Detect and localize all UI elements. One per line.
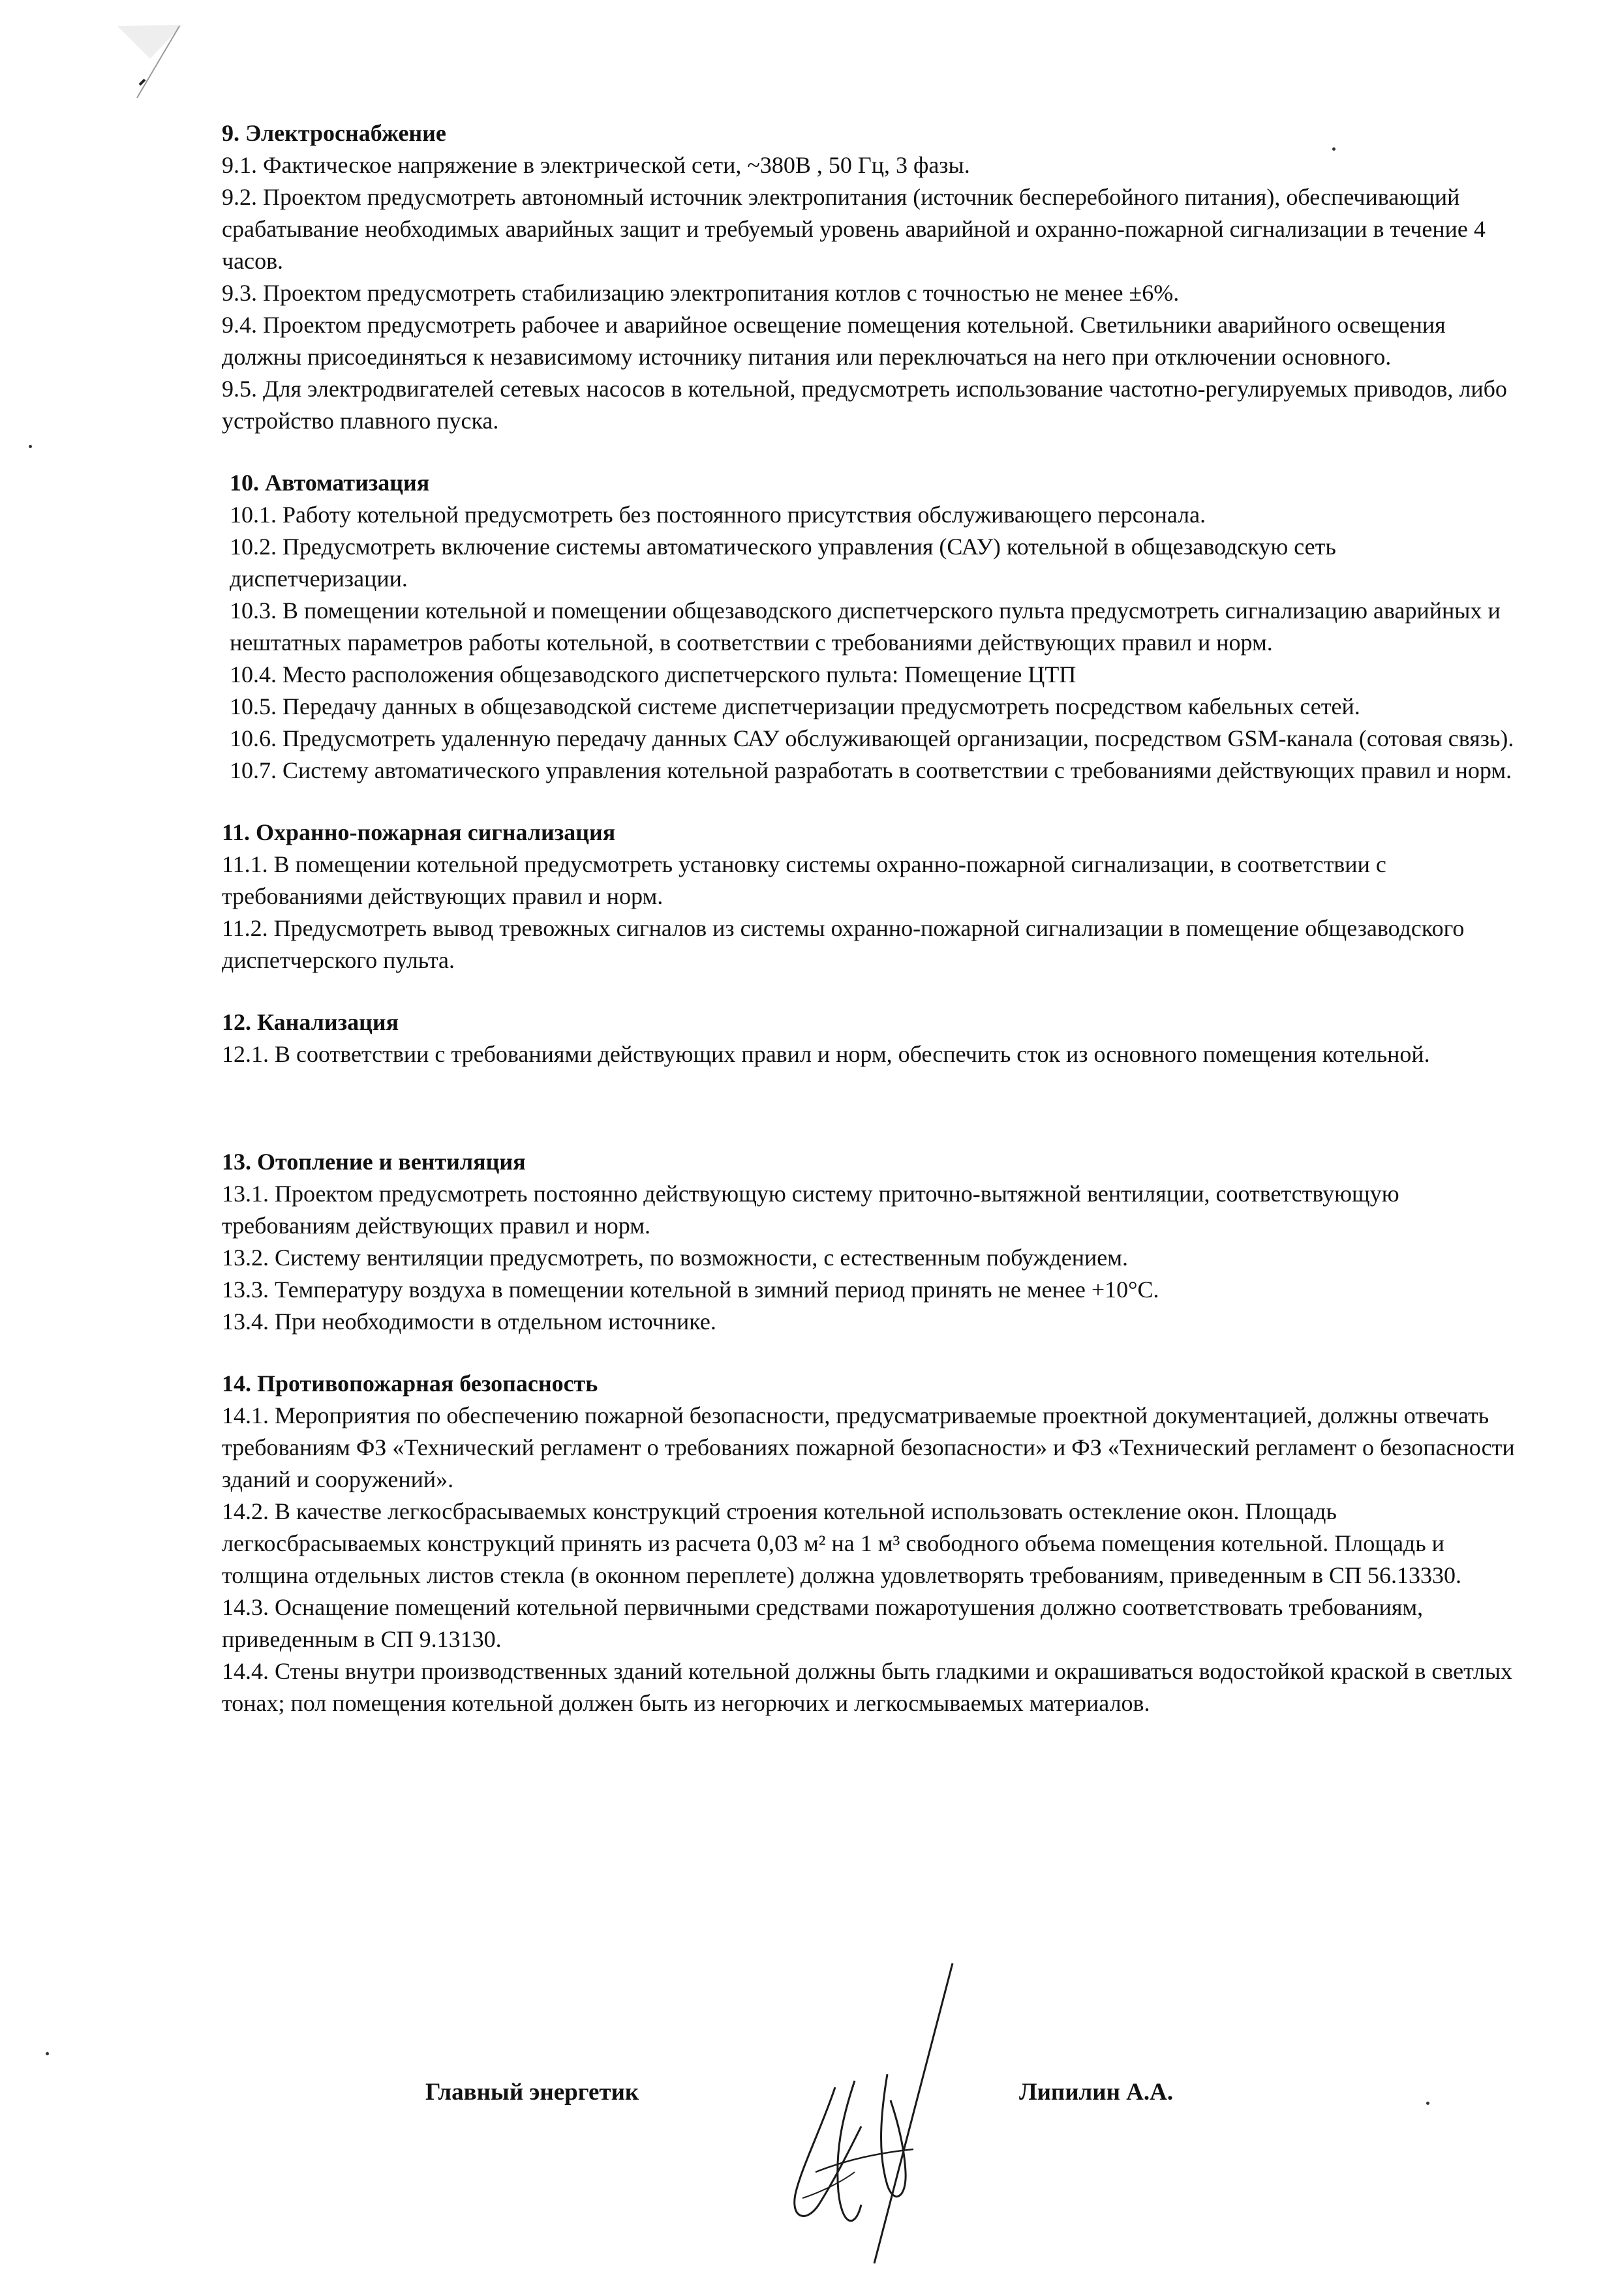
signature-block <box>0 2074 1618 2270</box>
clause-13-3: 13.3. Температуру воздуха в помещении котельной в зимний период принять не менее +10°С. <box>222 1276 1159 1303</box>
clause-13-2: 13.2. Систему вентиляции предусмотреть, по возможности, с естественным побуждением. <box>222 1245 1129 1271</box>
section-title: 12. Канализация <box>222 1009 399 1035</box>
document-body <box>222 117 1517 1749</box>
clause-11-2: 11.2. Предусмотреть вывод тревожных сигналов из системы охранно-пожарной сигнализации в помещение общезаводского диспетчерского пульта. <box>222 915 1465 973</box>
handwritten-signature <box>757 1957 992 2270</box>
section-title: 10. Автоматизация <box>230 470 430 496</box>
section-fire-safety <box>222 1368 1517 1719</box>
clause-14-1: 14.1. Мероприятия по обеспечению пожарной безопасности, предусматриваемые проектной документацией, должны отвечать требованиям ФЗ «Технический регламент о требованиях пожарной безопасности» и ФЗ «Технический регламент о безопасности зданий и сооружений». <box>222 1402 1515 1492</box>
clause-10-4: 10.4. Место расположения общезаводского диспетчерского пульта: Помещение ЦТП <box>230 661 1076 687</box>
section-security-fire-alarm <box>222 817 1517 976</box>
section-sewerage <box>222 1006 1517 1070</box>
clause-11-1: 11.1. В помещении котельной предусмотреть установку системы охранно-пожарной сигнализации, в соответствии с требованиями действующих правил и норм. <box>222 851 1386 909</box>
signer-position: Главный энергетик <box>425 2079 639 2106</box>
clause-9-2: 9.2. Проектом предусмотреть автономный источник электропитания (источник бесперебойного питания), обеспечивающий срабатывание необходимых аварийных защит и требуемый уровень аварийной и охранно-пожарной сигнализации в течение 4 часов. <box>222 184 1486 274</box>
clause-9-3: 9.3. Проектом предусмотреть стабилизацию электропитания котлов с точностью не менее ±6%. <box>222 280 1180 306</box>
scan-dot <box>29 445 32 448</box>
scan-artifact <box>111 20 189 104</box>
clause-14-4: 14.4. Стены внутри производственных зданий котельной должны быть гладкими и окрашиваться водостойкой краской в светлых тонах; пол помещения котельной должен быть из негорючих и легкосмываемых материалов. <box>222 1658 1513 1716</box>
clause-10-6: 10.6. Предусмотреть удаленную передачу данных САУ обслуживающей организации, посредством GSM-канала (сотовая связь). <box>230 725 1514 751</box>
clause-10-7: 10.7. Систему автоматического управления котельной разработать в соответствии с требованиями действующих правил и норм. <box>230 757 1512 783</box>
scan-dot <box>46 2052 49 2055</box>
clause-14-3: 14.3. Оснащение помещений котельной первичными средствами пожаротушения должно соответствовать требованиям, приведенным в СП 9.13130. <box>222 1594 1424 1652</box>
clause-9-4: 9.4. Проектом предусмотреть рабочее и аварийное освещение помещения котельной. Светильники аварийного освещения должны присоединяться к независимому источнику питания или переключаться на него при отключении основного. <box>222 312 1446 370</box>
section-heating-ventilation <box>222 1146 1517 1338</box>
clause-14-2: 14.2. В качестве легкосбрасываемых конструкций строения котельной использовать остекление окон. Площадь легкосбрасываемых конструкций принять из расчета 0,03 м² на 1 м³ свободного объема помещения котельной. Площадь и толщина отдельных листов стекла (в оконном переплете) должна удовлетворять требованиям, приведенным в СП 56.13330. <box>222 1498 1461 1588</box>
clause-12-1: 12.1. В соответствии с требованиями действующих правил и норм, обеспечить сток из основного помещения котельной. <box>222 1041 1430 1067</box>
section-power-supply <box>222 117 1517 437</box>
signer-name: Липилин А.А. <box>1019 2079 1174 2106</box>
section-title: 13. Отопление и вентиляция <box>222 1149 526 1175</box>
clause-10-2: 10.2. Предусмотреть включение системы автоматического управления (САУ) котельной в общезаводскую сеть диспетчеризации. <box>230 534 1336 592</box>
clause-10-3: 10.3. В помещении котельной и помещении общезаводского диспетчерского пульта предусмотреть сигнализацию аварийных и нештатных параметров работы котельной, в соответствии с требованиями действующих правил и норм. <box>230 597 1501 656</box>
clause-10-5: 10.5. Передачу данных в общезаводской системе диспетчеризации предусмотреть посредством кабельных сетей. <box>230 693 1360 719</box>
section-title: 9. Электроснабжение <box>222 120 446 146</box>
section-title: 14. Противопожарная безопасность <box>222 1370 598 1397</box>
clause-13-4: 13.4. При необходимости в отдельном источнике. <box>222 1308 716 1335</box>
clause-13-1: 13.1. Проектом предусмотреть постоянно действующую систему приточно-вытяжной вентиляции, соответствующую требованиям действующих правил и норм. <box>222 1181 1399 1239</box>
section-automation <box>230 467 1517 787</box>
clause-10-1: 10.1. Работу котельной предусмотреть без постоянного присутствия обслуживающего персонала. <box>230 502 1206 528</box>
section-title: 11. Охранно-пожарная сигнализация <box>222 819 616 845</box>
clause-9-1: 9.1. Фактическое напряжение в электрической сети, ~380В , 50 Гц, 3 фазы. <box>222 152 970 178</box>
clause-9-5: 9.5. Для электродвигателей сетевых насосов в котельной, предусмотреть использование частотно-регулируемых приводов, либо устройство плавного пуска. <box>222 376 1507 434</box>
